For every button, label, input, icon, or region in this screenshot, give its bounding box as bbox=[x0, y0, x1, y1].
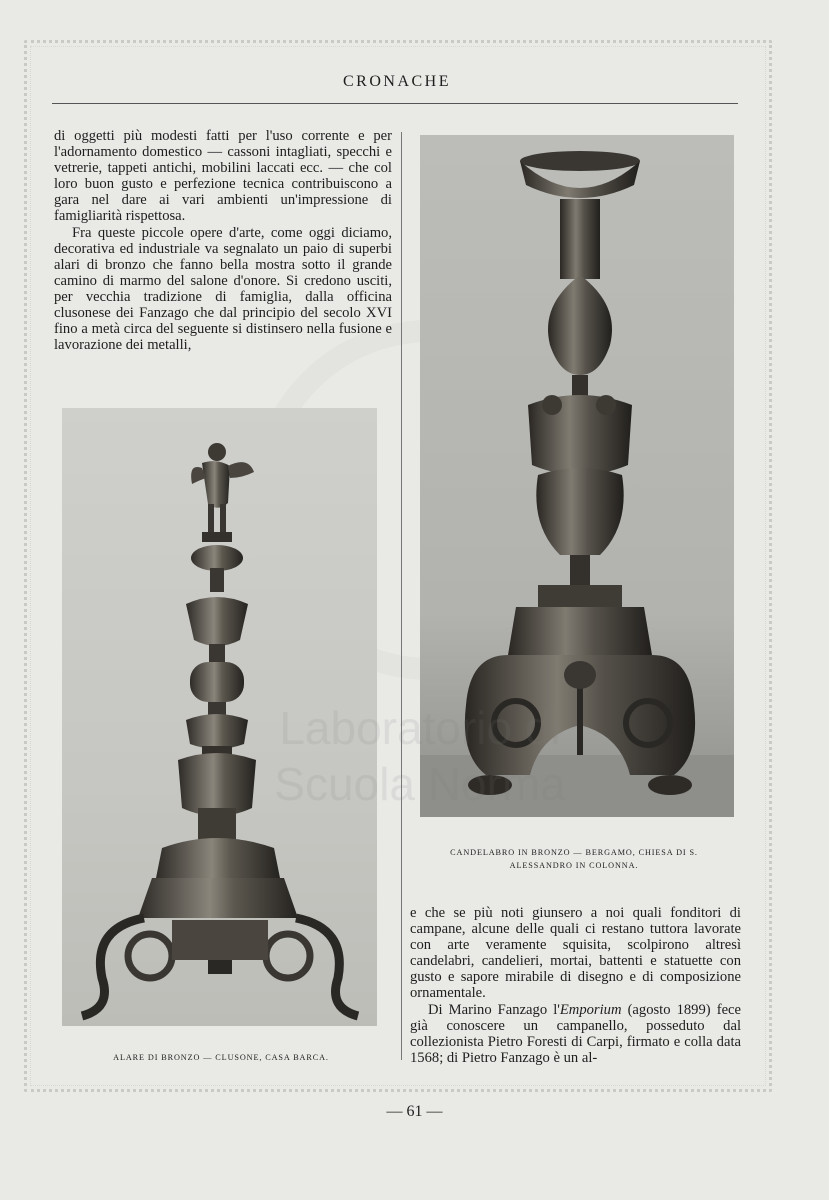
figure-caption-andiron: ALARE DI BRONZO — CLUSONE, CASA BARCA. bbox=[113, 1053, 329, 1062]
column-rule bbox=[401, 132, 402, 1060]
candelabrum-photo bbox=[420, 135, 734, 817]
paragraph: e che se più noti giunsero a noi quali fonditori di campane, alcune delle quali ci restano tuttora lavorate con arte veramente squisita, scolpirono altresì candelabri, candelieri, mortai, battenti e statuette con gusto e sapore mirabile di disegno e di composizione ornamentale. bbox=[410, 905, 741, 1002]
right-column-text bbox=[410, 905, 741, 1066]
header-rule bbox=[52, 103, 738, 104]
paragraph-text: (agosto 1899) fece già conoscere un campanello, posseduto dal collezionista Pietro Foresti di Carpi, firmato e colla data 1568; di Pietro Fanzago è un al- bbox=[410, 1001, 741, 1066]
page-number: — 61 — bbox=[386, 1103, 443, 1120]
periodical-title: Emporium bbox=[559, 1001, 622, 1018]
paragraph: di oggetti più modesti fatti per l'uso corrente e per l'adornamento domestico — cassoni intagliati, specchi e vetrerie, tappeti antichi, mobilini laccati ecc. — che col loro buon gusto e perfezione tecnica contribuiscono a gara nel dare ai vari ambienti un'impressione di famigliarità rispettosa. bbox=[54, 128, 392, 225]
left-column-text bbox=[54, 128, 392, 353]
figure-caption-candelabrum: CANDELABRO IN BRONZO — BERGAMO, CHIESA DI S. ALESSANDRO IN COLONNA. bbox=[450, 848, 698, 870]
running-title: CRONACHE bbox=[342, 73, 451, 90]
andiron-photo bbox=[62, 408, 377, 1026]
paragraph bbox=[410, 1002, 741, 1066]
watermark-line: Laboratorio bbox=[279, 702, 513, 754]
paragraph: Fra queste piccole opere d'arte, come oggi diciamo, decorativa ed industriale va segnalato un paio di superbi alari di bronzo che fanno bella mostra sotto il grande camino di marmo del salone d'onore. Si credono usciti, per vecchia tradizione di famiglia, dalla officina clusonese dei Fanzago che dal principio del secolo XVI fino a metà circa del seguente si distinsero nella fusione e lavorazione dei metalli, bbox=[54, 224, 392, 354]
candelabrum-illustration bbox=[420, 135, 734, 817]
andiron-illustration bbox=[62, 408, 377, 1026]
paragraph-text: Di Marino Fanzago l' bbox=[428, 1001, 560, 1018]
